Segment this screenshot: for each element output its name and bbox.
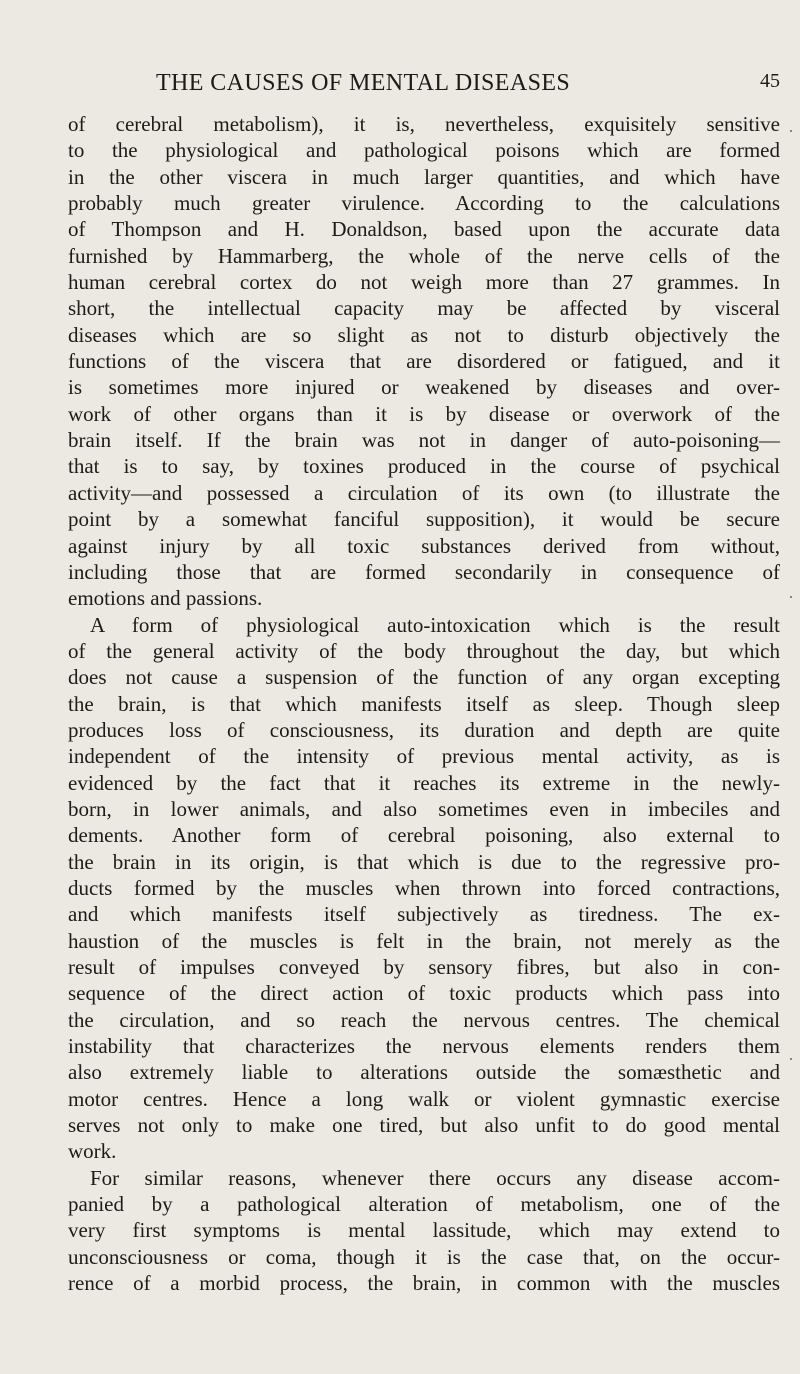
text-line: furnished by Hammarberg, the whole of the nerve cells of the: [68, 243, 780, 268]
text-line: and which manifests itself subjectively as tiredness. The ex-: [68, 902, 780, 927]
text-line: probably much greater virulence. According to the calculations: [68, 191, 780, 216]
text-line: brain itself. If the brain was not in danger of auto-poisoning—: [68, 428, 780, 453]
paragraph-end-line: emotions and passions.: [68, 586, 263, 611]
body-text: [68, 111, 780, 1296]
text-line: of Thompson and H. Donaldson, based upon the accurate data: [68, 217, 780, 242]
text-line: point by a somewhat fanciful supposition), it would be secure: [68, 507, 780, 532]
text-line: haustion of the muscles is felt in the brain, not merely as the: [68, 928, 780, 953]
text-line: also extremely liable to alterations outside the somæsthetic and: [68, 1060, 780, 1085]
text-line: including those that are formed secondarily in consequence of: [68, 559, 780, 584]
text-line: very first symptoms is mental lassitude, which may extend to: [68, 1218, 780, 1243]
text-line: of the general activity of the body throughout the day, but which: [68, 638, 780, 663]
page-number: 45: [760, 70, 780, 92]
text-line: activity—and possessed a circulation of its own (to illustrate the: [68, 480, 780, 505]
text-line: sequence of the direct action of toxic products which pass into: [68, 981, 780, 1006]
text-line: is sometimes more injured or weakened by diseases and over-: [68, 375, 780, 400]
margin-speck: [790, 1058, 792, 1060]
text-line: serves not only to make one tired, but also unfit to do good mental: [68, 1113, 780, 1138]
text-line: ducts formed by the muscles when thrown into forced contractions,: [68, 875, 780, 900]
text-line: independent of the intensity of previous mental activity, as is: [68, 744, 780, 769]
text-line: of cerebral metabolism), it is, nevertheless, exquisitely sensitive: [68, 112, 780, 136]
running-title: THE CAUSES OF MENTAL DISEASES: [156, 70, 571, 96]
text-line: motor centres. Hence a long walk or violent gymnastic exercise: [68, 1086, 780, 1111]
running-head: [68, 70, 780, 100]
text-line: produces loss of consciousness, its duration and depth are quite: [68, 717, 780, 742]
text-line: against injury by all toxic substances derived from without,: [68, 533, 780, 558]
text-line: functions of the viscera that are disordered or fatigued, and it: [68, 349, 780, 374]
paragraph-first-line: A form of physiological auto-intoxication which is the result: [90, 612, 780, 637]
margin-speck: [790, 130, 792, 132]
text-line: instability that characterizes the nervous elements renders them: [68, 1034, 780, 1059]
text-line: evidenced by the fact that it reaches its extreme in the newly-: [68, 770, 780, 795]
text-line: born, in lower animals, and also sometimes even in imbeciles and: [68, 796, 780, 821]
text-line: does not cause a suspension of the function of any organ excepting: [68, 665, 780, 690]
text-line: diseases which are so slight as not to disturb objectively the: [68, 322, 780, 347]
text-line: the brain, is that which manifests itself as sleep. Though sleep: [68, 691, 780, 716]
text-line: rence of a morbid process, the brain, in common with the muscles: [68, 1271, 780, 1296]
text-line: the brain in its origin, is that which is due to the regressive pro-: [68, 849, 780, 874]
text-line: unconsciousness or coma, though it is the case that, on the occur-: [68, 1244, 780, 1269]
text-line: human cerebral cortex do not weigh more than 27 grammes. In: [68, 270, 780, 295]
paragraph-first-line: For similar reasons, whenever there occurs any disease accom-: [90, 1165, 780, 1190]
text-line: dements. Another form of cerebral poisoning, also external to: [68, 823, 780, 848]
text-line: the circulation, and so reach the nervous centres. The chemical: [68, 1007, 780, 1032]
text-line: panied by a pathological alteration of metabolism, one of the: [68, 1192, 780, 1217]
text-line: short, the intellectual capacity may be affected by visceral: [68, 296, 780, 321]
margin-speck: [790, 596, 792, 598]
text-line: that is to say, by toxines produced in the course of psychical: [68, 454, 780, 479]
text-line: work of other organs than it is by disease or overwork of the: [68, 401, 780, 426]
text-line: in the other viscera in much larger quantities, and which have: [68, 164, 780, 189]
text-line: to the physiological and pathological poisons which are formed: [68, 138, 780, 163]
paragraph-end-line: work.: [68, 1139, 117, 1164]
text-line: result of impulses conveyed by sensory fibres, but also in con-: [68, 955, 780, 979]
